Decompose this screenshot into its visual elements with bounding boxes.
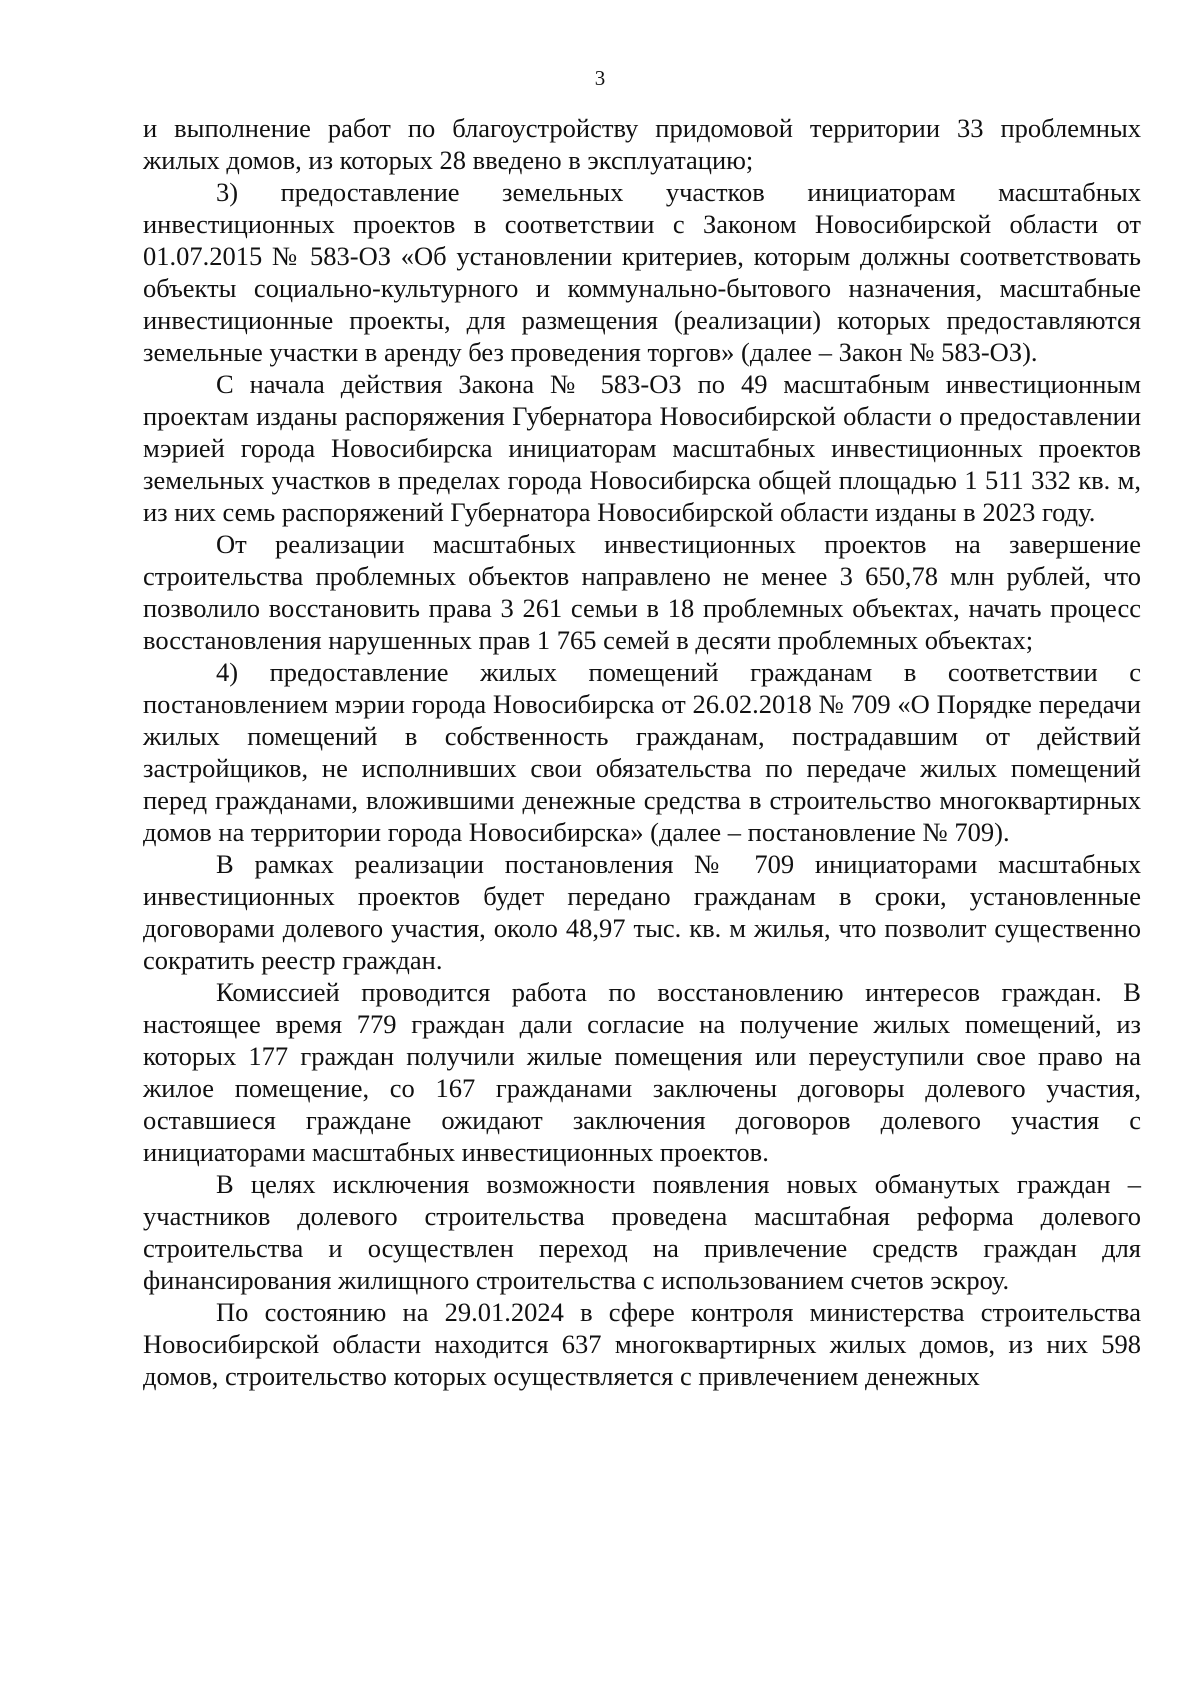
page-number: 3: [594, 66, 606, 90]
paragraph-status: По состоянию на 29.01.2024 в сфере контроля министерства строительства Новосибирской области находится 637 многоквартирных жилых домов, из них 598 домов, строительство которых осуществляется с привлечением денежных: [143, 1297, 1141, 1391]
paragraph-item-3: 3) предоставление земельных участков инициаторам масштабных инвестиционных проектов в соответствии с Законом Новосибирской области от 01.07.2015 № 583-ОЗ «Об установлении критериев, которым должны соответствовать объекты социально-культурного и коммунально-бытового назначения, масштабные инвестиционные проекты, для размещения (реализации) которых предоставляются земельные участки в аренду без проведения торгов» (далее – Закон № 583-ОЗ).: [143, 177, 1141, 367]
paragraph-reform: В целях исключения возможности появления новых обманутых граждан – участников долевого строительства проведена масштабная реформа долевого строительства и осуществлен переход на привлечение средств граждан для финансирования жилищного строительства с использованием счетов эскроу.: [143, 1169, 1141, 1295]
paragraph-resolution-709: В рамках реализации постановления № 709 инициаторами масштабных инвестиционных проектов будет передано гражданам в сроки, установленные договорами долевого участия, около 48,97 тыс. кв. м жилья, что позволит существенно сократить реестр граждан.: [143, 849, 1141, 975]
paragraph-item-4: 4) предоставление жилых помещений гражданам в соответствии с постановлением мэрии города Новосибирска от 26.02.2018 № 709 «О Порядке передачи жилых помещений в собственность гражданам, пострадавшим от действий застройщиков, не исполнивших свои обязательства по передаче жилых помещений перед гражданами, вложившими денежные средства в строительство многоквартирных домов на территории города Новосибирска» (далее – постановление № 709).: [143, 657, 1141, 847]
paragraph-law-583: С начала действия Закона № 583-ОЗ по 49 масштабным инвестиционным проектам изданы распоряжения Губернатора Новосибирской области о предоставлении мэрией города Новосибирска инициаторам масштабных инвестиционных проектов земельных участков в пределах города Новосибирска общей площадью 1 511 332 кв. м, из них семь распоряжений Губернатора Новосибирской области изданы в 2023 году.: [143, 369, 1141, 527]
paragraph-continuation: и выполнение работ по благоустройству придомовой территории 33 проблемных жилых домов, из которых 28 введено в эксплуатацию;: [143, 113, 1141, 175]
paragraph-investment-results: От реализации масштабных инвестиционных проектов на завершение строительства проблемных объектов направлено не менее 3 650,78 млн рублей, что позволило восстановить права 3 261 семьи в 18 проблемных объектах, начать процесс восстановления нарушенных прав 1 765 семей в десяти проблемных объектах;: [143, 529, 1141, 655]
paragraph-commission: Комиссией проводится работа по восстановлению интересов граждан. В настоящее время 779 граждан дали согласие на получение жилых помещений, из которых 177 граждан получили жилые помещения или переуступили свое право на жилое помещение, со 167 гражданами заключены договоры долевого участия, оставшиеся граждане ожидают заключения договоров долевого участия с инициаторами масштабных инвестиционных проектов.: [143, 977, 1141, 1167]
document-body: [143, 112, 1141, 1392]
